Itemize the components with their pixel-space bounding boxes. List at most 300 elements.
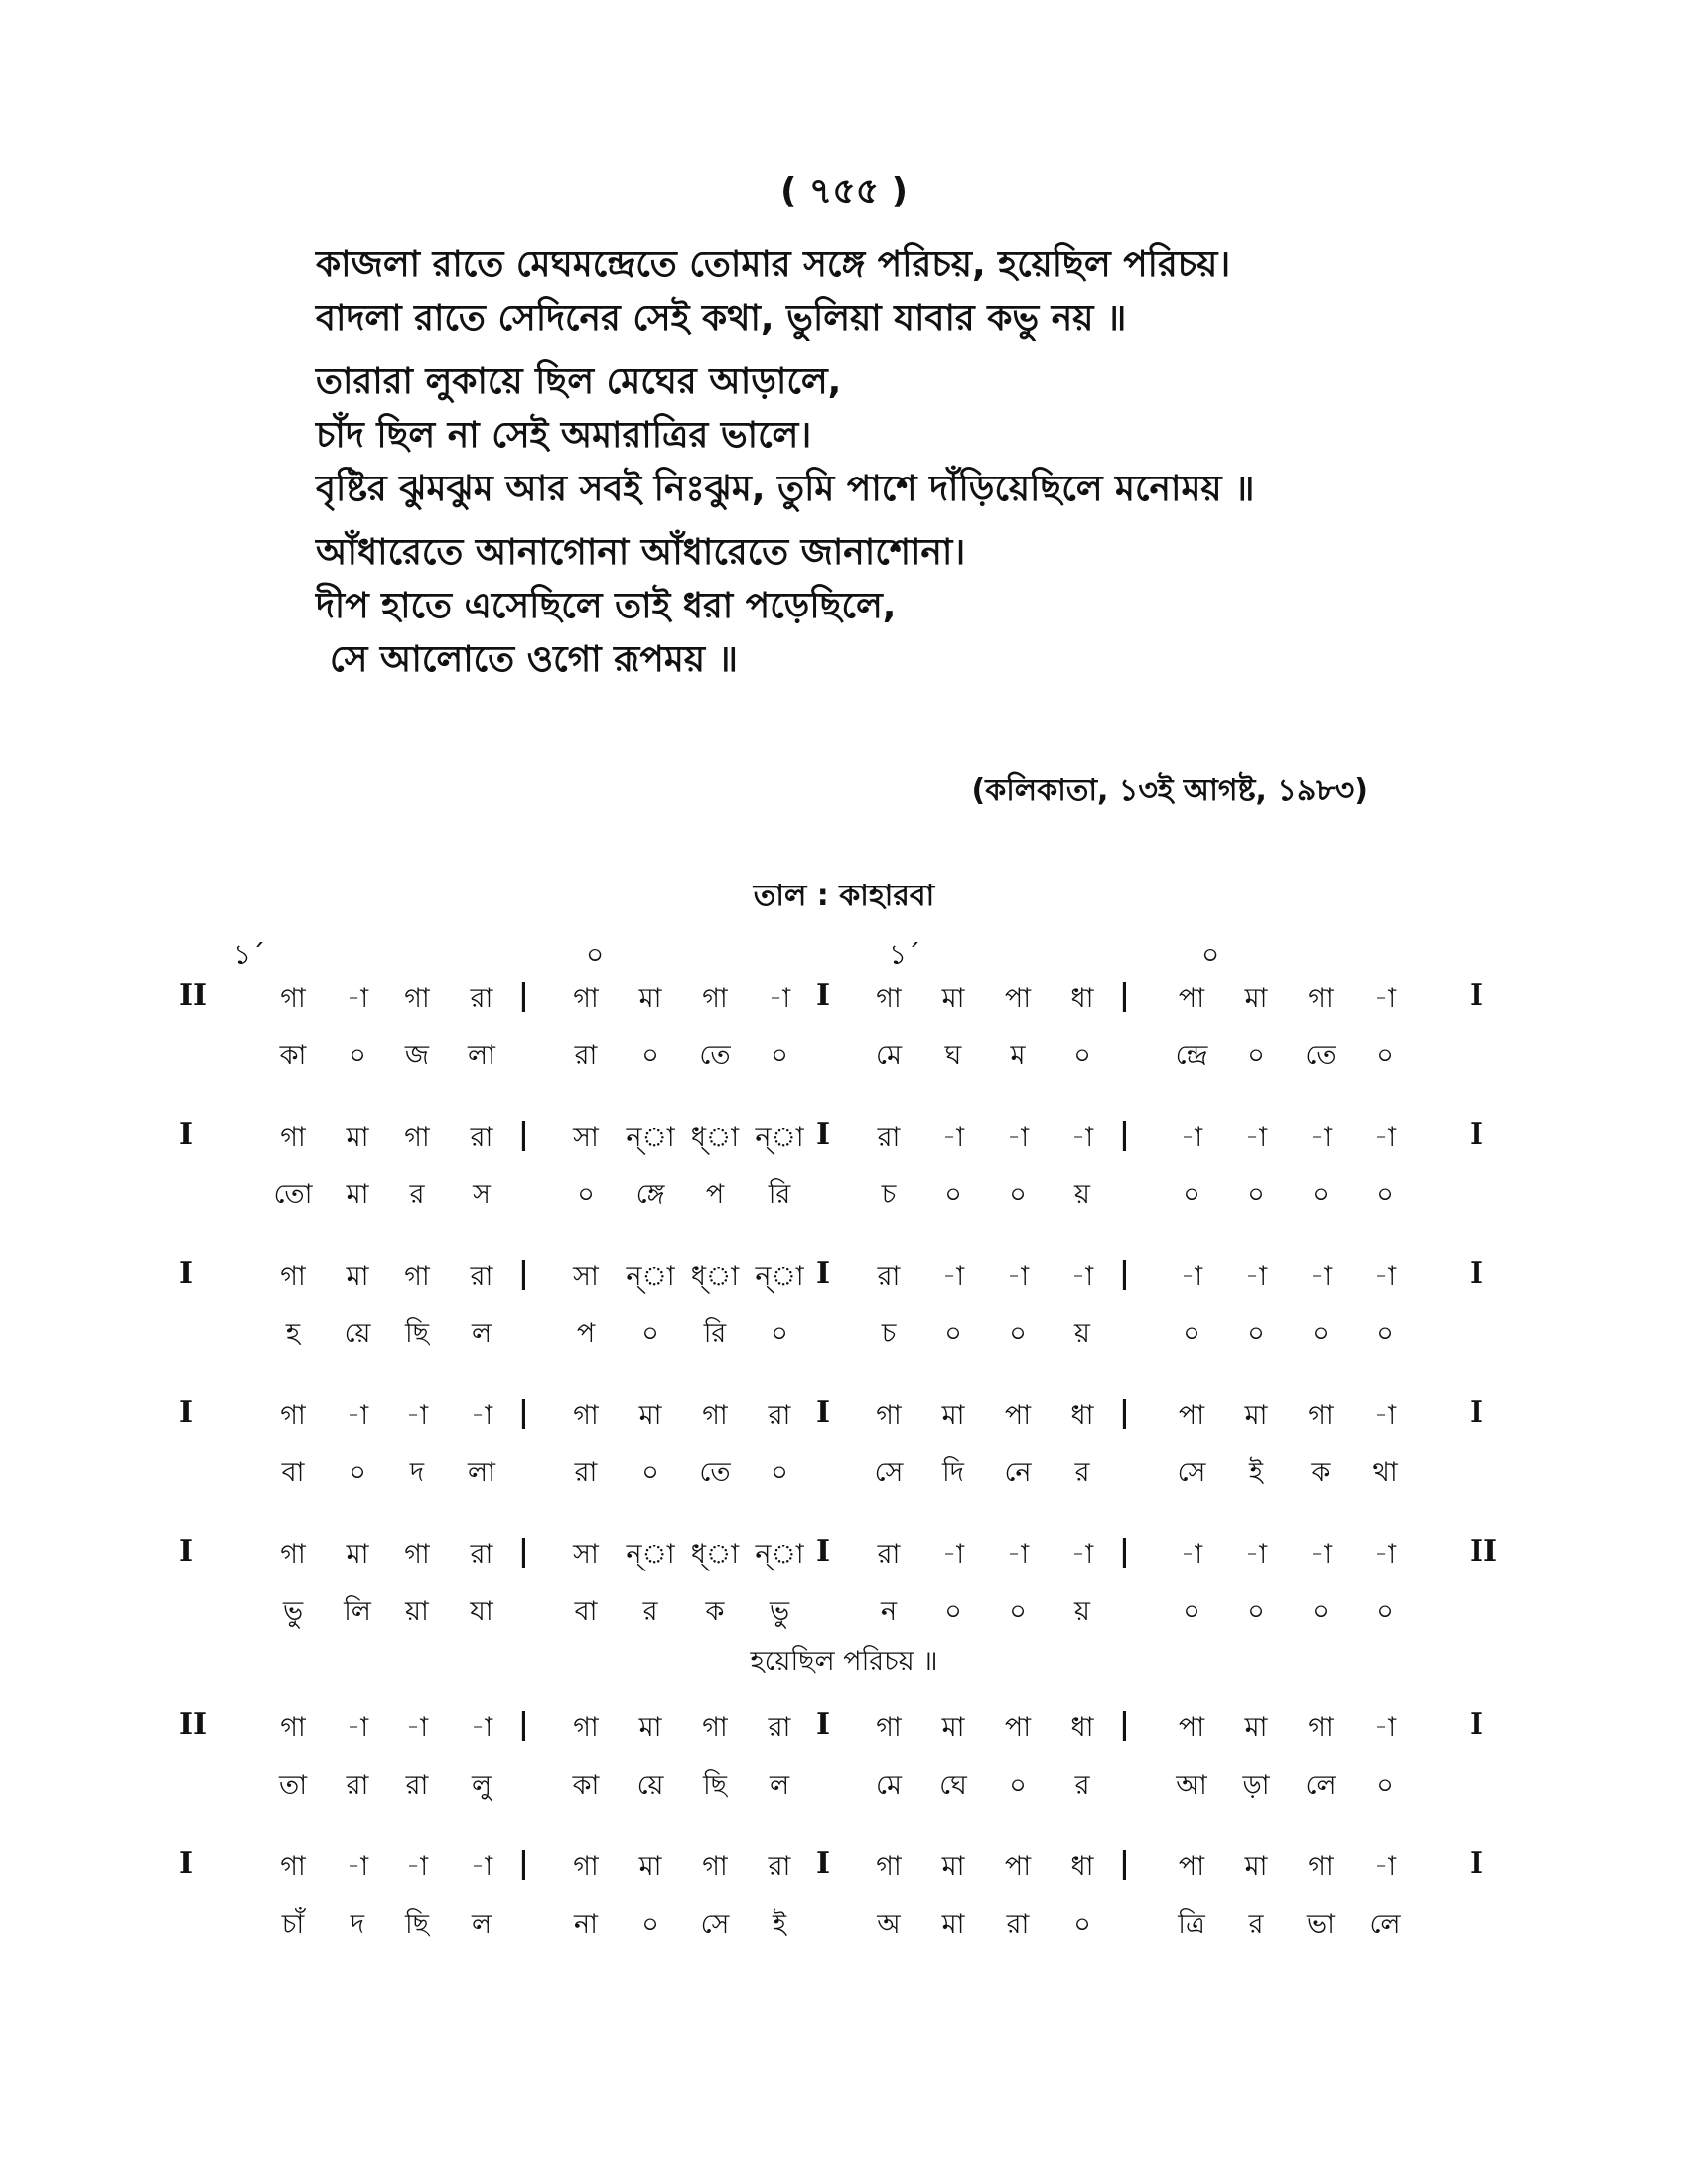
swara-note: সা — [573, 1539, 599, 1570]
swara-note: রা — [768, 1851, 791, 1882]
lyrics-stanza — [316, 355, 1255, 516]
lyric-syllable: মা — [941, 1909, 965, 1940]
swara-note: ন্া — [626, 1261, 675, 1292]
lyric-syllable: ০ — [349, 1457, 366, 1488]
lyric-syllable: বা — [281, 1457, 305, 1488]
lyric-syllable: সে — [700, 1909, 730, 1940]
swara-note: মা — [1244, 983, 1268, 1014]
lyric-syllable: ০ — [641, 1457, 659, 1488]
start-barline: I — [179, 1534, 194, 1569]
swara-note: -া — [1070, 1122, 1094, 1153]
notation-block — [0, 1117, 1688, 1256]
lyric-syllable-row — [0, 1765, 1688, 1805]
lyric-syllable: ০ — [577, 1179, 595, 1210]
lyric-syllable: রি — [703, 1318, 727, 1349]
swara-note: পা — [1004, 983, 1032, 1014]
swara-note: -া — [346, 1400, 369, 1431]
barline: | — [518, 1395, 529, 1430]
lyric-syllable: বা — [574, 1596, 598, 1627]
swara-note: গা — [1308, 983, 1334, 1014]
barline: I — [816, 978, 831, 1013]
notation-block — [0, 1846, 1688, 1985]
swara-note: পা — [1178, 983, 1205, 1014]
swara-note: মা — [1244, 1851, 1268, 1882]
swara-note: ধা — [1070, 983, 1094, 1014]
swara-note: গা — [876, 1400, 902, 1431]
lyric-syllable: তে — [699, 1457, 731, 1488]
swara-note: মা — [638, 983, 662, 1014]
lyric-syllable: না — [574, 1909, 598, 1940]
barline: | — [518, 1256, 529, 1291]
swara-note: -া — [470, 1400, 493, 1431]
swara-note: গা — [573, 1400, 599, 1431]
lyric-syllable: ০ — [1312, 1596, 1330, 1627]
barline: | — [518, 978, 529, 1013]
lyric-syllable: ভা — [1307, 1909, 1335, 1940]
swara-note: -া — [1373, 1400, 1397, 1431]
end-barline: I — [1470, 1846, 1484, 1881]
end-barline: I — [1470, 1117, 1484, 1152]
barline: | — [1119, 1846, 1130, 1881]
swara-note: রা — [768, 1400, 791, 1431]
lyric-syllable: র — [1248, 1909, 1264, 1940]
lyric-syllable: কা — [279, 1040, 307, 1071]
swara-note: ন্া — [626, 1122, 675, 1153]
lyric-syllable: ০ — [1312, 1179, 1330, 1210]
start-barline: I — [179, 1117, 194, 1152]
lyric-syllable: প — [705, 1179, 725, 1210]
barline: | — [1119, 1534, 1130, 1569]
swara-note: -া — [405, 1712, 429, 1743]
lyric-syllable: য় — [1074, 1318, 1090, 1349]
lyrics-stanza — [316, 526, 1255, 687]
swara-note: মা — [941, 1712, 965, 1743]
lyric-syllable: ন — [880, 1596, 898, 1627]
lyric-syllable: দ — [350, 1909, 365, 1940]
swara-note: -া — [941, 1261, 965, 1292]
barline: | — [518, 1534, 529, 1569]
beat-mark: ১´ — [233, 938, 266, 971]
lyric-syllable: যা — [470, 1596, 493, 1627]
lyrics-stanza — [316, 238, 1255, 345]
barline: I — [816, 1846, 831, 1881]
lyric-syllable: ০ — [1376, 1040, 1394, 1071]
lyric-syllable: দ — [409, 1457, 425, 1488]
notation-block — [0, 1707, 1688, 1846]
swara-note: -া — [1244, 1261, 1268, 1292]
refrain-note: হয়েছিল পরিচয় ॥ — [750, 1646, 938, 1677]
swara-note: সা — [573, 1261, 599, 1292]
lyric-syllable: লে — [1305, 1770, 1336, 1801]
barline: | — [1119, 1395, 1130, 1430]
lyric-line: আঁধারেতে আনাগোনা আঁধারেতে জানাশোনা। — [316, 532, 966, 573]
lyric-syllable: য়ে — [636, 1770, 664, 1801]
lyric-syllable: র — [642, 1596, 658, 1627]
start-barline: I — [179, 1846, 194, 1881]
lyric-syllable: রা — [405, 1770, 429, 1801]
swara-note: ন্া — [755, 1261, 804, 1292]
lyric-syllable: ০ — [1312, 1318, 1330, 1349]
end-barline: I — [1470, 1256, 1484, 1291]
lyric-syllable: ০ — [1009, 1179, 1027, 1210]
lyric-syllable: ০ — [1376, 1770, 1394, 1801]
swara-note: গা — [404, 1261, 430, 1292]
lyric-syllable: মে — [876, 1770, 902, 1801]
lyric-syllable: ০ — [1376, 1318, 1394, 1349]
lyric-syllable: ০ — [1009, 1596, 1027, 1627]
lyric-syllable: ই — [1248, 1457, 1264, 1488]
swara-note: গা — [404, 1122, 430, 1153]
start-barline: I — [179, 1256, 194, 1291]
swara-note: ন্া — [755, 1122, 804, 1153]
lyric-syllable: ঘ — [944, 1040, 962, 1071]
swara-note: গা — [702, 1851, 728, 1882]
lyric-syllable: ০ — [1073, 1909, 1091, 1940]
swara-note: ন্া — [626, 1539, 675, 1570]
lyric-syllable: তো — [273, 1179, 313, 1210]
swara-note: গা — [280, 1261, 306, 1292]
lyric-syllable: ল — [471, 1909, 492, 1940]
swara-note: -া — [1373, 983, 1397, 1014]
swara-note: -া — [1244, 1122, 1268, 1153]
barline: I — [816, 1534, 831, 1569]
barline: | — [1119, 1707, 1130, 1742]
lyric-line: বাদলা রাতে সেদিনের সেই কথা, ভুলিয়া যাবার কভু নয় ॥ — [316, 298, 1127, 339]
swara-note: রা — [470, 983, 493, 1014]
lyric-syllable: ০ — [1183, 1318, 1200, 1349]
swara-note: -া — [1180, 1261, 1203, 1292]
swara-note: মা — [346, 1261, 369, 1292]
swara-note: গা — [702, 983, 728, 1014]
swara-note: গা — [876, 1851, 902, 1882]
swara-note: গা — [876, 983, 902, 1014]
swara-note: ধ্া — [690, 1539, 740, 1570]
beat-mark: ০ — [586, 938, 605, 971]
start-barline: I — [179, 1395, 194, 1430]
lyric-syllable: র — [409, 1179, 425, 1210]
lyric-syllable: লি — [344, 1596, 371, 1627]
lyric-syllable: ঙ্গে — [635, 1179, 665, 1210]
lyric-syllable: ছি — [702, 1770, 728, 1801]
lyric-syllable: ০ — [1009, 1318, 1027, 1349]
swara-note: -া — [1373, 1261, 1397, 1292]
swara-note: মা — [638, 1851, 662, 1882]
swara-note: -া — [1373, 1851, 1397, 1882]
barline: I — [816, 1395, 831, 1430]
lyric-syllable: চ — [881, 1318, 897, 1349]
lyric-syllable: ০ — [1376, 1596, 1394, 1627]
swara-note: -া — [941, 1122, 965, 1153]
lyric-syllable: স — [473, 1179, 491, 1210]
swara-note: -া — [1180, 1539, 1203, 1570]
swara-note: -া — [346, 983, 369, 1014]
swara-note: গা — [573, 1851, 599, 1882]
swara-note: গা — [280, 1539, 306, 1570]
lyric-line: কাজলা রাতে মেঘমন্দ্রেতে তোমার সঙ্গে পরিচয়, হয়েছিল পরিচয়। — [316, 244, 1231, 285]
lyric-syllable: ০ — [1376, 1179, 1394, 1210]
swara-note: -া — [1006, 1539, 1030, 1570]
lyric-syllable: ০ — [1247, 1179, 1265, 1210]
swara-note: গা — [280, 1400, 306, 1431]
lyric-syllable: ন্দ্রে — [1175, 1040, 1208, 1071]
lyric-syllable-row — [0, 1035, 1688, 1075]
swara-note: ধ্া — [690, 1122, 740, 1153]
swara-note: মা — [941, 983, 965, 1014]
swara-note: গা — [702, 1712, 728, 1743]
swara-note: মা — [1244, 1712, 1268, 1743]
lyric-syllable: ছি — [404, 1318, 430, 1349]
swara-note: ধ্া — [690, 1261, 740, 1292]
lyric-line: বৃষ্টির ঝুমঝুম আর সবই নিঃঝুম, তুমি পাশে দাঁড়িয়েছিলে মনোময় ॥ — [316, 469, 1255, 509]
swara-note: পা — [1178, 1712, 1205, 1743]
lyric-syllable: ল — [769, 1770, 790, 1801]
lyric-syllable: ম — [1010, 1040, 1026, 1071]
lyric-syllable: অ — [877, 1909, 901, 1940]
beat-mark: ০ — [1201, 938, 1220, 971]
swara-note: -া — [1244, 1539, 1268, 1570]
lyric-syllable: চাঁ — [281, 1909, 305, 1940]
start-barline: II — [179, 1707, 208, 1742]
swara-note: রা — [877, 1122, 901, 1153]
lyric-syllable-row — [0, 1904, 1688, 1944]
lyric-line: চাঁদ ছিল না সেই অমারাত্রির ভালে। — [316, 415, 812, 456]
lyric-syllable: ০ — [771, 1457, 788, 1488]
swara-note: গা — [573, 1712, 599, 1743]
lyric-syllable: মে — [876, 1040, 902, 1071]
swara-note: মা — [1244, 1400, 1268, 1431]
swara-note: গা — [573, 983, 599, 1014]
lyric-syllable: ছি — [404, 1909, 430, 1940]
barline: | — [518, 1117, 529, 1152]
lyric-syllable: ল — [471, 1318, 492, 1349]
swara-note: ন্া — [755, 1539, 804, 1570]
swara-row — [0, 1117, 1688, 1157]
swara-note: গা — [404, 1539, 430, 1570]
lyric-syllable: ০ — [771, 1318, 788, 1349]
barline: I — [816, 1707, 831, 1742]
lyric-syllable: ০ — [349, 1040, 366, 1071]
end-barline: II — [1470, 1534, 1498, 1569]
swara-note: -া — [1373, 1122, 1397, 1153]
lyric-syllable: ভু — [282, 1596, 304, 1627]
lyric-syllable: ভু — [769, 1596, 790, 1627]
barline: | — [1119, 1256, 1130, 1291]
swara-note: মা — [638, 1712, 662, 1743]
lyric-syllable: চ — [881, 1179, 897, 1210]
swara-note: মা — [638, 1400, 662, 1431]
lyric-syllable: র — [1074, 1770, 1090, 1801]
lyric-syllable: ০ — [1247, 1596, 1265, 1627]
lyric-syllable: ক — [705, 1596, 725, 1627]
lyric-syllable: ০ — [1247, 1040, 1265, 1071]
swara-note: সা — [573, 1122, 599, 1153]
lyric-line: দীপ হাতে এসেছিলে তাই ধরা পড়েছিলে, — [316, 586, 897, 626]
beat-mark: ১´ — [889, 938, 921, 971]
swara-row — [0, 1846, 1688, 1886]
swara-note: মা — [941, 1400, 965, 1431]
barline: | — [1119, 978, 1130, 1013]
lyric-syllable: হ — [285, 1318, 301, 1349]
start-barline: II — [179, 978, 208, 1013]
lyric-syllable: র — [1074, 1457, 1090, 1488]
swara-note: ধা — [1070, 1400, 1094, 1431]
lyric-syllable: থা — [1372, 1457, 1398, 1488]
lyric-syllable: লে — [1369, 1909, 1401, 1940]
swara-note: গা — [280, 983, 306, 1014]
lyrics — [316, 238, 1255, 697]
swara-row — [0, 1707, 1688, 1747]
barline: I — [816, 1256, 831, 1291]
swara-note: গা — [1308, 1851, 1334, 1882]
beat-marks — [0, 933, 1688, 973]
lyric-syllable-row — [0, 1174, 1688, 1214]
swara-note: -া — [1070, 1539, 1094, 1570]
swara-note: গা — [1308, 1712, 1334, 1743]
swara-note: -া — [470, 1712, 493, 1743]
lyric-syllable: য় — [1074, 1596, 1090, 1627]
swara-note: রা — [877, 1261, 901, 1292]
lyric-syllable: ঘে — [939, 1770, 967, 1801]
swara-note: -া — [1373, 1712, 1397, 1743]
lyric-syllable: লা — [468, 1457, 495, 1488]
barline: | — [1119, 1117, 1130, 1152]
swara-note: ধা — [1070, 1712, 1094, 1743]
swara-note: মা — [346, 1122, 369, 1153]
end-barline: I — [1470, 1395, 1484, 1430]
lyric-syllable: রা — [346, 1770, 369, 1801]
lyric-syllable: ০ — [944, 1179, 962, 1210]
swara-note: -া — [346, 1851, 369, 1882]
barline: I — [816, 1117, 831, 1152]
lyric-syllable: ০ — [1247, 1318, 1265, 1349]
swara-row — [0, 1256, 1688, 1296]
swara-note: -া — [1309, 1539, 1333, 1570]
swara-note: -া — [941, 1539, 965, 1570]
page-number: ( ৭৫৫ ) — [779, 171, 909, 211]
lyric-syllable: সে — [874, 1457, 904, 1488]
lyric-syllable: আ — [1176, 1770, 1207, 1801]
lyric-syllable: নে — [1004, 1457, 1032, 1488]
swara-note: গা — [876, 1712, 902, 1743]
swara-note: রা — [877, 1539, 901, 1570]
lyric-syllable-row — [0, 1313, 1688, 1353]
swara-note: -া — [470, 1851, 493, 1882]
swara-note: পা — [1004, 1400, 1032, 1431]
lyric-syllable: য় — [1074, 1179, 1090, 1210]
lyric-syllable: ০ — [771, 1040, 788, 1071]
swara-note: গা — [702, 1400, 728, 1431]
swara-note: মা — [941, 1851, 965, 1882]
swara-note: পা — [1004, 1712, 1032, 1743]
lyric-syllable: য়া — [405, 1596, 429, 1627]
swara-note: -া — [1309, 1122, 1333, 1153]
swara-note: -া — [405, 1400, 429, 1431]
end-barline: I — [1470, 978, 1484, 1013]
swara-note: গা — [280, 1851, 306, 1882]
swara-note: ধা — [1070, 1851, 1094, 1882]
lyric-syllable-row — [0, 1452, 1688, 1492]
lyric-syllable: ০ — [1073, 1040, 1091, 1071]
lyric-syllable: কা — [572, 1770, 600, 1801]
swara-note: -া — [1070, 1261, 1094, 1292]
lyric-syllable: মা — [346, 1179, 369, 1210]
lyric-syllable: য়ে — [344, 1318, 371, 1349]
swara-note: রা — [470, 1122, 493, 1153]
lyric-line: তারারা লুকায়ে ছিল মেঘের আড়ালে, — [316, 361, 842, 402]
attribution: (কলিকাতা, ১৩ই আগষ্ট, ১৯৮৩) — [971, 773, 1368, 808]
lyric-syllable: সে — [1177, 1457, 1206, 1488]
lyric-syllable: ক — [1311, 1457, 1331, 1488]
swara-note: -া — [1006, 1122, 1030, 1153]
barline: | — [518, 1707, 529, 1742]
tala-heading: তাল : কাহারবা — [753, 879, 935, 913]
swara-note: -া — [768, 983, 791, 1014]
notation-block — [0, 1534, 1688, 1707]
swara-note: -া — [405, 1851, 429, 1882]
notation-block — [0, 1256, 1688, 1395]
lyric-syllable: ০ — [944, 1596, 962, 1627]
lyric-syllable: ০ — [1183, 1179, 1200, 1210]
swara-note: পা — [1178, 1851, 1205, 1882]
lyric-syllable: ত্রি — [1178, 1909, 1205, 1940]
lyric-syllable: ০ — [641, 1040, 659, 1071]
lyric-syllable: রা — [1006, 1909, 1030, 1940]
swara-note: পা — [1178, 1400, 1205, 1431]
swara-note: -া — [1180, 1122, 1203, 1153]
lyric-syllable: দি — [942, 1457, 964, 1488]
lyric-syllable: জ — [404, 1040, 430, 1071]
lyric-syllable: ই — [772, 1909, 787, 1940]
lyric-syllable: ড়া — [1242, 1770, 1270, 1801]
lyric-syllable: ০ — [944, 1318, 962, 1349]
swara-note: রা — [768, 1712, 791, 1743]
lyric-syllable: ০ — [1009, 1770, 1027, 1801]
lyric-syllable: প — [576, 1318, 596, 1349]
swara-note: রা — [470, 1539, 493, 1570]
notation-block — [0, 978, 1688, 1117]
swara-note: গা — [1308, 1400, 1334, 1431]
barline: | — [518, 1846, 529, 1881]
lyric-syllable: রি — [768, 1179, 791, 1210]
swara-row — [0, 978, 1688, 1018]
notation — [0, 978, 1688, 1985]
lyric-line: সে আলোতে ওগো রূপময় ॥ — [330, 639, 738, 680]
swara-row — [0, 1395, 1688, 1434]
swara-note: -া — [1309, 1261, 1333, 1292]
lyric-syllable: তা — [278, 1770, 308, 1801]
lyric-syllable: ০ — [641, 1318, 659, 1349]
swara-note: গা — [404, 983, 430, 1014]
swara-note: মা — [346, 1539, 369, 1570]
swara-row — [0, 1534, 1688, 1573]
lyric-syllable: ০ — [1183, 1596, 1200, 1627]
swara-note: -া — [1006, 1261, 1030, 1292]
lyric-syllable: ০ — [641, 1909, 659, 1940]
lyric-syllable: রা — [574, 1040, 598, 1071]
swara-note: রা — [470, 1261, 493, 1292]
lyric-syllable: রা — [574, 1457, 598, 1488]
lyric-syllable: তে — [1305, 1040, 1336, 1071]
swara-note: পা — [1004, 1851, 1032, 1882]
swara-note: গা — [280, 1712, 306, 1743]
end-barline: I — [1470, 1707, 1484, 1742]
lyric-syllable-row — [0, 1591, 1688, 1631]
lyric-syllable: লা — [468, 1040, 495, 1071]
swara-note: -া — [1373, 1539, 1397, 1570]
notation-block — [0, 1395, 1688, 1534]
lyric-syllable: লু — [471, 1770, 492, 1801]
swara-note: -া — [346, 1712, 369, 1743]
